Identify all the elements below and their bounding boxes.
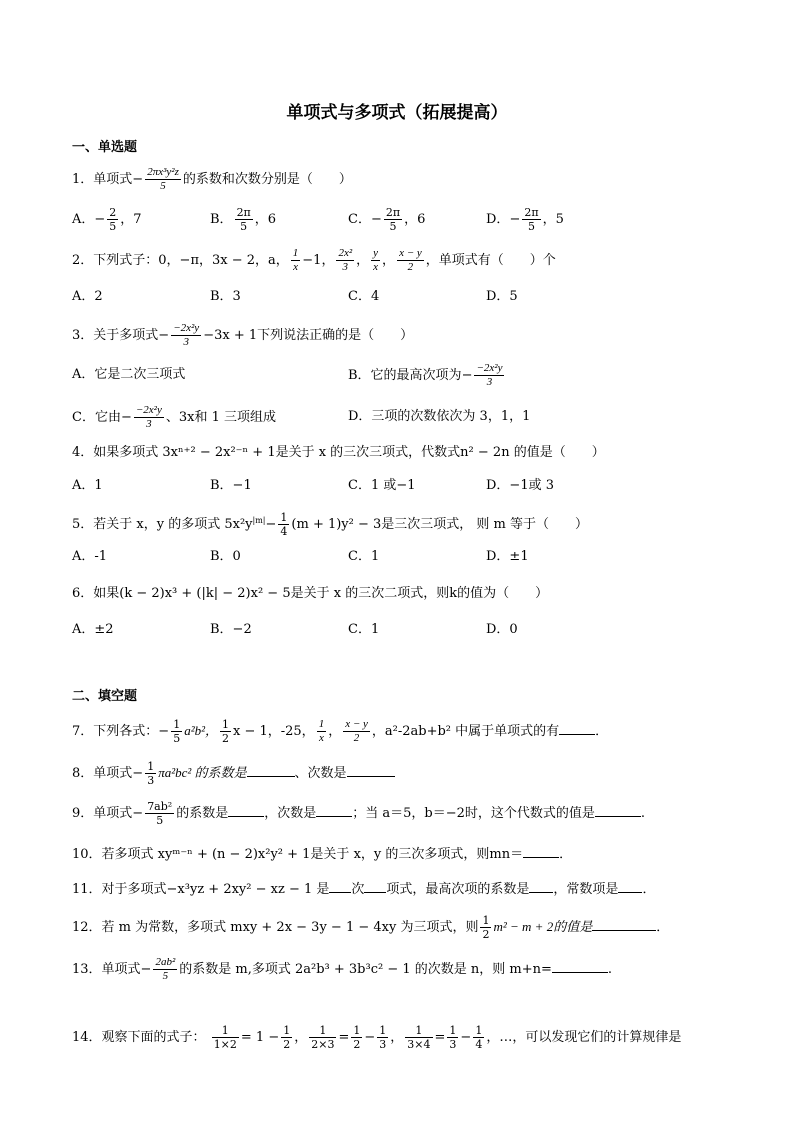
q14-expr2-right: $\frac{1}{3}$ xyxy=(379,1024,387,1052)
question-11: 11．对于多项式−x³yz + 2xy² − xz − 1 是 次 项式，最高次项的系数是 ，常数项是 ． xyxy=(72,882,656,897)
question-12: 12．若 m 为常数，多项式 mxy + 2x − 3y − 1 − 4xy 为三项式，则 $\frac{1}{2}$ m² − m + 2的值是 ． xyxy=(72,914,670,942)
q5-fraction: $\frac{1}{4}$ xyxy=(280,511,288,539)
q3-option-a[interactable]: A．它是二次三项式 xyxy=(72,367,186,382)
question-10: 10．若多项式 xyᵐ⁻ⁿ + (n − 2)x²y² + 1是关于 x，y 的三次多项式，则mn＝ ． xyxy=(72,847,573,862)
page-title: 单项式与多项式（拓展提高） xyxy=(286,103,508,123)
q14-expr3-mid: $\frac{1}{3}$ xyxy=(449,1024,457,1052)
question-6: 6．如果(k − 2)x³ + (|k| − 2)x² − 5是关于 x 的三次二项式，则k的值为（ ） xyxy=(72,586,549,601)
q4-option-b[interactable]: B．−1 xyxy=(210,478,252,493)
q3-option-b-fraction: $\frac{\text{−2x²y}}{3}$ xyxy=(476,362,503,389)
q3-option-d[interactable]: D．三项的次数依次为 3，1，1 xyxy=(348,409,531,424)
q9-fraction: $\frac{\text{7ab²}}{5}$ xyxy=(147,800,173,828)
q1-option-a-fraction: $\frac{2}{5}$ xyxy=(109,206,117,234)
q5-option-c[interactable]: C．1 xyxy=(348,549,380,564)
q14-expr2-left: $\frac{1}{2\times 3}$ xyxy=(311,1024,335,1052)
q1-option-d-fraction: $\frac{2\pi}{5}$ xyxy=(524,206,539,234)
q1-option-c-fraction: $\frac{2\pi}{5}$ xyxy=(385,206,401,234)
q13-fraction: $\frac{\text{2ab²}}{5}$ xyxy=(155,956,176,983)
q1-option-b[interactable]: B． $\frac{2\pi}{5}$ ，6 xyxy=(210,206,277,234)
q9-coefficient-blank[interactable] xyxy=(228,815,264,817)
question-3: 3．关于多项式− $\frac{\text{−2x²y}}{3}$ −3x + 1下列说法正确的是（ ） xyxy=(72,322,414,349)
q1-prefix: 单项式 xyxy=(93,172,133,188)
q8-fraction: $\frac{1}{3}$ xyxy=(147,760,155,788)
q14-expr1-left: $\frac{1}{1\times 2}$ xyxy=(213,1024,237,1052)
question-8: 8．单项式− $\frac{1}{3}$ πa²bc² 的系数是 、次数是 xyxy=(72,760,395,787)
q8-degree-blank[interactable] xyxy=(347,775,395,777)
q3-option-c[interactable]: C．它由− $\frac{\text{−2x²y}}{3}$ 、3x和 1 三项组成 xyxy=(72,404,276,431)
q13-answer-blank[interactable] xyxy=(552,971,608,973)
q7-answer-blank[interactable] xyxy=(559,733,595,735)
question-5: 5．若关于 x，y 的多项式 $5x^2y^{|m|}-$ $\frac{1}{4}$ (m + 1)y² − 3是三次三项式， 则 m 等于（ ） xyxy=(72,511,589,539)
q2-option-c[interactable]: C．4 xyxy=(348,289,380,304)
q6-option-b[interactable]: B．−2 xyxy=(210,622,252,637)
q4-option-d[interactable]: D．−1或 3 xyxy=(486,478,554,493)
q7-fraction-4: $\frac{x - y}{2}$ xyxy=(345,718,368,745)
q7-fraction-2: $\frac{1}{2}$ xyxy=(221,718,229,746)
question-1 xyxy=(72,166,352,193)
q6-option-d[interactable]: D．0 xyxy=(486,622,518,637)
question-7: 7．下列各式：− $\frac{1}{5}$ a²b²， $\frac{1}{2}$ x − 1，-25， $\frac{1}{x}$ ， $\frac{x - y}{2}$ ，a²-2ab+b² 中属于单项式的有 ． xyxy=(72,718,609,746)
q6-option-c[interactable]: C．1 xyxy=(348,622,380,637)
question-13: 13．单项式− $\frac{\text{2ab²}}{5}$ 的系数是 m,多项式 2a²b³ + 3b³c² − 1 的次数是 n，则 m+n= . xyxy=(72,956,613,983)
q4-option-a[interactable]: A．1 xyxy=(72,478,103,493)
q14-expr1-right: $\frac{1}{2}$ xyxy=(283,1024,291,1052)
q2-fraction-1: $\frac{1}{x}$ xyxy=(292,247,299,274)
q1-option-a[interactable]: A．− $\frac{2}{5}$ ，7 xyxy=(72,206,142,234)
q1-suffix: 的系数和次数分别是（ ） xyxy=(182,172,352,188)
q2-fraction-4: $\frac{x - y}{2}$ xyxy=(399,247,422,274)
q14-expr3-right: $\frac{1}{4}$ xyxy=(475,1024,483,1052)
q5-option-b[interactable]: B．0 xyxy=(210,549,241,564)
q3-fraction: $\frac{\text{−2x²y}}{3}$ xyxy=(173,322,200,349)
q11-coefficient-blank[interactable] xyxy=(529,891,553,893)
q1-option-c[interactable]: C．− $\frac{2\pi}{5}$ ，6 xyxy=(348,206,426,234)
q1-number: 1． xyxy=(72,172,94,188)
q9-value-blank[interactable] xyxy=(595,815,641,817)
question-14: 14．观察下面的式子： $\frac{1}{1\times 2}$ = 1 − $\frac{1}{2}$ ， $\frac{1}{2\times 3}$ = $\frac{1}{2}$ − $\frac{1}{3}$ ， $\frac{1}{3\times 4}$ = $\frac{1}{3}$ − $\frac{1}{4}$ ，…，可以发现它们的计算规律是 xyxy=(72,1024,682,1052)
q5-option-d[interactable]: D．±1 xyxy=(486,549,529,564)
q2-fraction-2: $\frac{\text{2x²}}{3}$ xyxy=(338,247,353,274)
q3-option-c-fraction: $\frac{\text{−2x²y}}{3}$ xyxy=(135,404,162,431)
q2-fraction-3: $\frac{y}{x}$ xyxy=(373,247,379,274)
q1-minus: − xyxy=(132,172,144,188)
q1-option-d[interactable]: D．− $\frac{2\pi}{5}$ ，5 xyxy=(486,206,564,234)
question-9: 9．单项式− $\frac{\text{7ab²}}{5}$ 的系数是 ，次数是 ；当 a＝5，b＝−2时，这个代数式的值是 . xyxy=(72,800,646,828)
section-heading-single-choice: 一、单选题 xyxy=(72,140,138,155)
q12-fraction: $\frac{1}{2}$ xyxy=(482,914,490,942)
section-heading-fill-blank: 二、填空题 xyxy=(72,689,138,704)
q14-expr2-mid: $\frac{1}{2}$ xyxy=(353,1024,361,1052)
q11-constant-blank[interactable] xyxy=(618,891,642,893)
q2-option-b[interactable]: B．3 xyxy=(210,289,241,304)
q11-degree-blank[interactable] xyxy=(329,891,351,893)
question-2: 2．下列式子：0，−π，3x − 2，a， $\frac{1}{x}$ −1， $\frac{\text{2x²}}{3}$ ， $\frac{y}{x}$ ， $\frac{x - y}{2}$ ，单项式有（ ）个 xyxy=(72,247,556,274)
q3-option-b[interactable]: B．它的最高次项为− $\frac{\text{−2x²y}}{3}$ xyxy=(348,362,503,389)
q5-option-a[interactable]: A．-1 xyxy=(72,549,108,564)
q7-fraction-1: $\frac{1}{5}$ xyxy=(173,718,181,746)
q9-degree-blank[interactable] xyxy=(316,815,352,817)
q7-fraction-3: $\frac{1}{x}$ xyxy=(318,718,325,745)
q2-option-d[interactable]: D．5 xyxy=(486,289,518,304)
q5-abs-exponent: |m| xyxy=(252,515,266,525)
q2-option-a[interactable]: A．2 xyxy=(72,289,103,304)
q4-option-c[interactable]: C．1 或−1 xyxy=(348,478,416,493)
q8-coefficient-blank[interactable] xyxy=(247,775,295,777)
q12-answer-blank[interactable] xyxy=(592,929,656,931)
q1-fraction: $\frac{\text{2πx³y²z}}{5}$ xyxy=(147,166,179,193)
q11-terms-blank[interactable] xyxy=(364,891,386,893)
q1-option-b-fraction: $\frac{2\pi}{5}$ xyxy=(236,206,251,234)
q6-option-a[interactable]: A．±2 xyxy=(72,622,114,637)
q14-expr3-left: $\frac{1}{3\times 4}$ xyxy=(407,1024,431,1052)
q10-answer-blank[interactable] xyxy=(523,856,559,858)
question-4: 4．如果多项式 3xⁿ⁺² − 2x²⁻ⁿ + 1是关于 x 的三次三项式，代数式n² − 2n 的值是（ ） xyxy=(72,445,605,460)
